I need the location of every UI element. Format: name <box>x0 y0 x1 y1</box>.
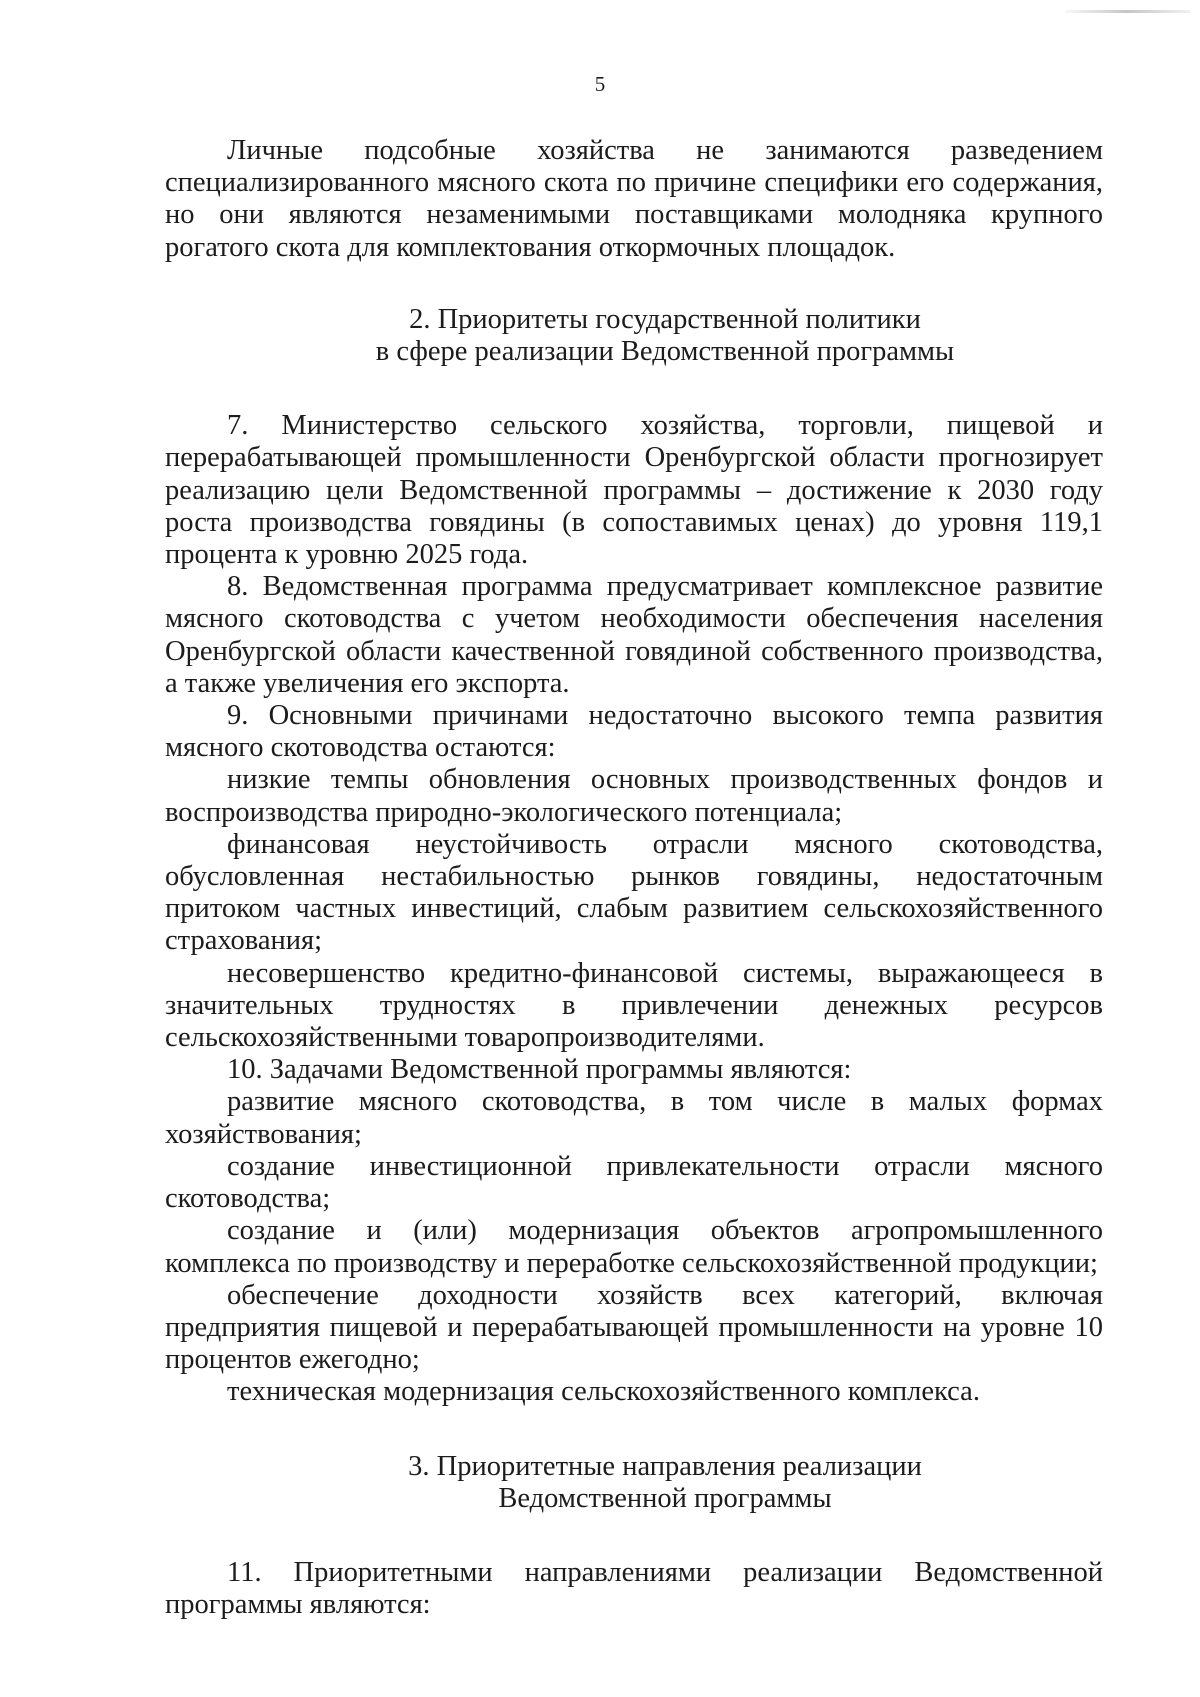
list-item-financial-instability: финансовая неустойчивость отрасли мясного скотоводства, обусловленная нестабильностью рынков говядины, недостаточным притоком частных инвестиций, слабым развитием сельскохозяйственного страхования; <box>165 828 1103 957</box>
section-heading-2 <box>165 304 1103 368</box>
paragraph-item-7: 7. Министерство сельского хозяйства, торговли, пищевой и перерабатывающей промышленности Оренбургской области прогнозирует реализацию цели Ведомственной программы – достижение к 2030 году роста производства говядины (в сопоставимых ценах) до уровня 119,1 процента к уровню 2025 года. <box>165 410 1103 571</box>
list-item-cattle-development: развитие мясного скотоводства, в том числе в малых формах хозяйствования; <box>165 1086 1103 1150</box>
paragraph-item-8: 8. Ведомственная программа предусматривает комплексное развитие мясного скотоводства с учетом необходимости обеспечения населения Оренбургской области качественной говядиной собственного производства, а также увеличения его экспорта. <box>165 571 1103 699</box>
section-heading-2-line-1: 2. Приоритеты государственной политики <box>409 303 921 335</box>
list-item-profitability: обеспечение доходности хозяйств всех категорий, включая предприятия пищевой и перерабатывающей промышленности на уровне 10 процентов ежегодно; <box>165 1279 1103 1376</box>
paragraph-item-11: 11. Приоритетными направлениями реализации Ведомственной программы являются: <box>165 1556 1103 1621</box>
list-item-low-renewal: низкие темпы обновления основных производственных фондов и воспроизводства природно-экологического потенциала; <box>165 764 1103 828</box>
page-number: 5 <box>594 72 606 96</box>
list-item-credit-system: несовершенство кредитно-финансовой системы, выражающееся в значительных трудностях в привлечении денежных ресурсов сельскохозяйственными товаропроизводителями. <box>165 957 1103 1054</box>
list-item-investment-attractiveness: создание инвестиционной привлекательности отрасли мясного скотоводства; <box>165 1150 1103 1215</box>
scan-artifact <box>1065 10 1190 13</box>
document-body <box>165 135 1103 1621</box>
paragraph-private-farms: Личные подсобные хозяйства не занимаются разведением специализированного мясного скота по причине специфики его содержания, но они являются незаменимыми поставщиками молодняка крупного рогатого скота для комплектования откормочных площадок. <box>165 135 1103 263</box>
paragraph-item-10: 10. Задачами Ведомственной программы являются: <box>227 1054 852 1086</box>
section-heading-3 <box>165 1451 1103 1515</box>
list-item-agro-modernization: создание и (или) модернизация объектов агропромышленного комплекса по производству и переработке сельскохозяйственной продукции; <box>165 1215 1103 1279</box>
list-item-technical-modernization: техническая модернизация сельскохозяйственного комплекса. <box>227 1376 980 1408</box>
section-heading-2-line-2: в сфере реализации Ведомственной программы <box>375 336 955 368</box>
section-heading-3-line-2: Ведомственной программы <box>498 1482 832 1514</box>
section-heading-3-line-1: 3. Приоритетные направления реализации <box>408 1450 922 1482</box>
paragraph-item-9: 9. Основными причинами недостаточно высокого темпа развития мясного скотоводства остаются: <box>165 700 1103 764</box>
